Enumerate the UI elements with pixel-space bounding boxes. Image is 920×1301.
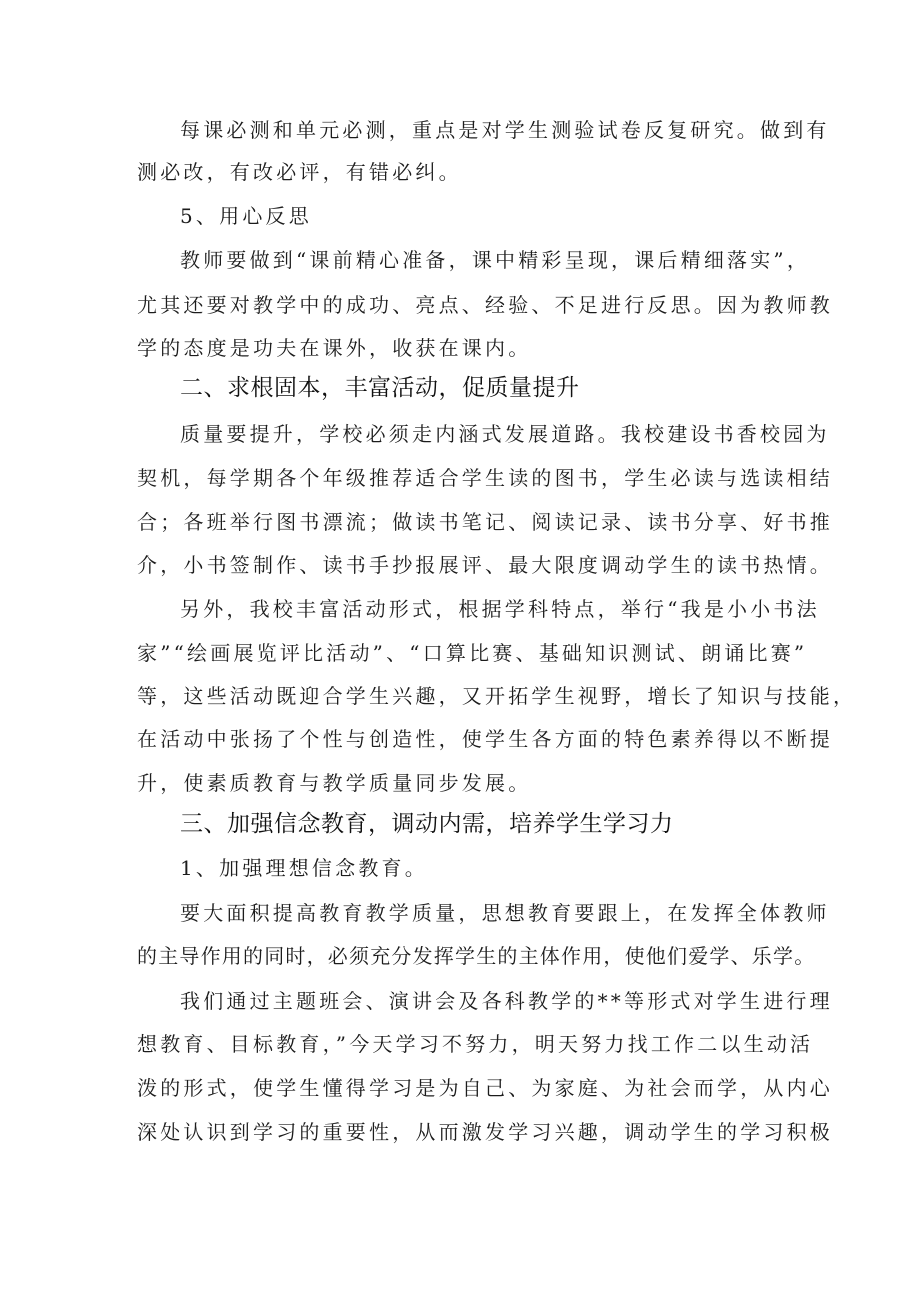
paragraph-line: 学的态度是功夫在课外，收获在课内。 — [137, 336, 532, 360]
subsection-title: 1、加强理想信念教育。 — [180, 856, 428, 880]
paragraph-line: 质量要提升，学校必须走内涵式发展道路。我校建设书香校园为 — [180, 422, 830, 446]
paragraph-line: 我们通过主题班会、演讲会及各科教学的**等形式对学生进行理 — [180, 989, 833, 1013]
paragraph-line: 升，使素质教育与教学质量同步发展。 — [137, 771, 532, 795]
paragraph-line: 家”“绘画展览评比活动”、“口算比赛、基础知识测试、朗诵比赛” — [137, 641, 808, 665]
paragraph-line: 尤其还要对教学中的成功、亮点、经验、不足进行反思。因为教师教 — [137, 293, 833, 317]
paragraph-line: 想教育、目标教育，”今天学习不努力，明天努力找工作二以生动活 — [137, 1032, 814, 1056]
paragraph-line: 教师要做到“课前精心准备，课中精彩呈现，课后精细落实”， — [180, 248, 811, 272]
section-heading: 三、加强信念教育，调动内需，培养学生学习力 — [180, 811, 674, 837]
paragraph-line: 合；各班举行图书漂流；做读书笔记、阅读记录、读书分享、好书推 — [137, 510, 833, 534]
subsection-title: 5、用心反思 — [180, 204, 312, 228]
paragraph-line: 介，小书签制作、读书手抄报展评、最大限度调动学生的读书热情。 — [137, 553, 833, 577]
paragraph-line: 等，这些活动既迎合学生兴趣，又开拓学生视野，增长了知识与技能， — [137, 684, 857, 708]
paragraph-line: 契机，每学期各个年级推荐适合学生读的图书，学生必读与选读相结 — [137, 466, 833, 490]
paragraph-line: 深处认识到学习的重要性，从而激发学习兴趣，调动学生的学习积极 — [137, 1120, 833, 1144]
paragraph-line: 的主导作用的同时，必须充分发挥学生的主体作用，使他们爱学、乐学。 — [137, 944, 816, 968]
paragraph-line: 测必改，有改必评，有错必纠。 — [137, 160, 462, 184]
paragraph-line: 每课必测和单元必测，重点是对学生测验试卷反复研究。做到有 — [180, 118, 830, 142]
paragraph-line: 在活动中张扬了个性与创造性，使学生各方面的特色素养得以不断提 — [137, 727, 833, 751]
paragraph-line: 要大面积提高教育教学质量，思想教育要跟上，在发挥全体教师 — [180, 901, 830, 925]
paragraph-line: 泼的形式，使学生懂得学习是为自己、为家庭、为社会而学，从内心 — [137, 1076, 833, 1100]
section-heading: 二、求根固本，丰富活动，促质量提升 — [180, 375, 580, 401]
paragraph-line: 另外，我校丰富活动形式，根据学科特点，举行“我是小小书法 — [180, 597, 820, 621]
